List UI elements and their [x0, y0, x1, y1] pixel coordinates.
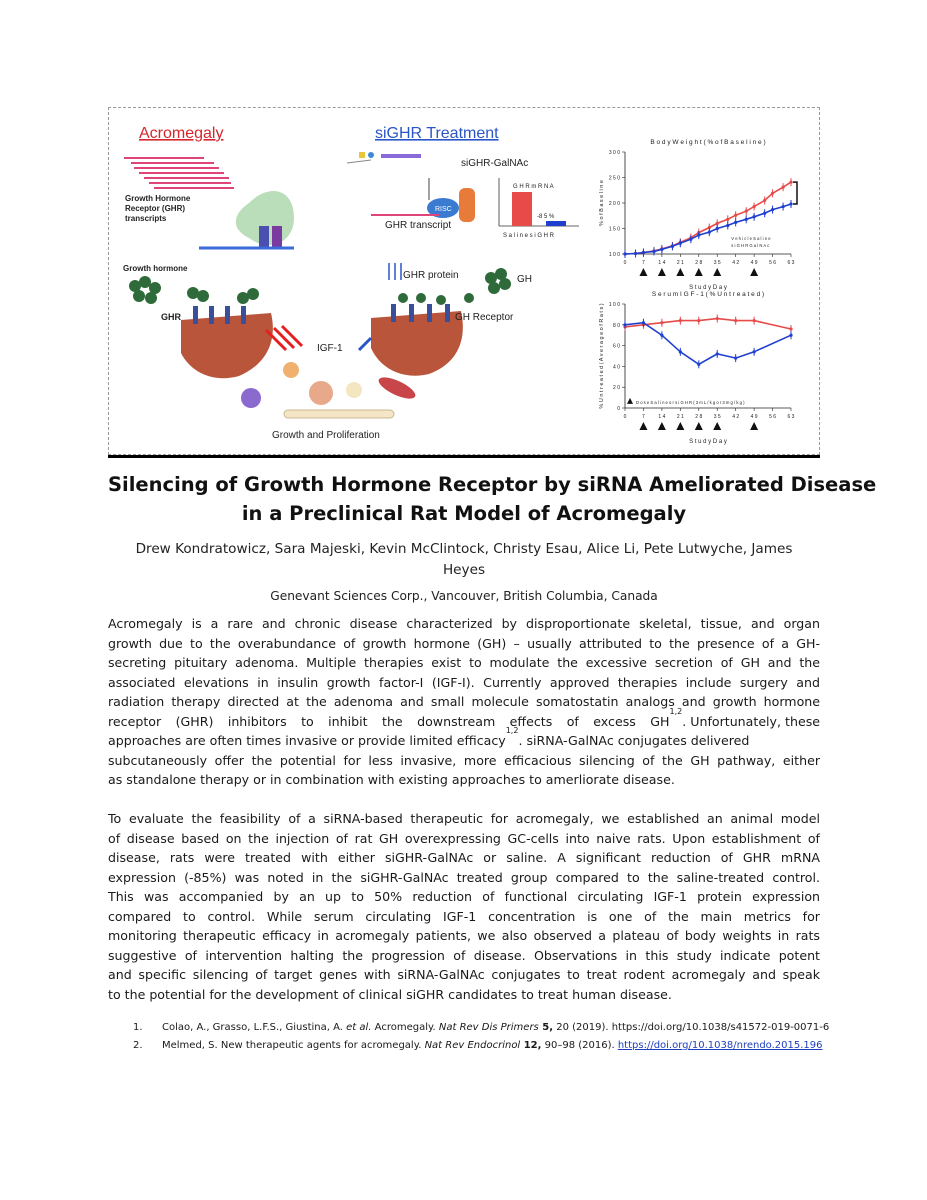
mrna-reduction-label: -8 5 %: [537, 214, 555, 220]
figure-divider: [108, 455, 820, 458]
text-line: suggestive of intervention halting the progression of disease. Observations in this study indicate potent: [108, 947, 820, 963]
data-point: [689, 238, 692, 241]
x-axis-label: S t u d y D a y: [689, 439, 727, 445]
reference-text: [162, 1019, 829, 1037]
data-point: [697, 234, 700, 237]
authors-line: Heyes: [442, 562, 486, 578]
x-tick-label: 1 4: [658, 414, 666, 420]
gh-label: GH: [517, 274, 532, 285]
cell-icon: [309, 381, 333, 405]
receptor-icon: [272, 226, 282, 248]
acromegaly-title: Acromegaly: [139, 125, 224, 142]
data-point: [789, 327, 792, 330]
data-point: [789, 334, 792, 337]
x-tick-label: 7: [642, 414, 645, 420]
significance-bracket: [793, 182, 797, 204]
affiliation: Genevant Sciences Corp., Vancouver, British Columbia, Canada: [270, 589, 658, 603]
text-line: compared to control. While serum circulating IGF-1 concentration is one of the main metrics for: [108, 908, 820, 924]
data-point: [763, 212, 766, 215]
title-line: in a Preclinical Rat Model of Acromegaly: [241, 502, 687, 525]
data-point: [642, 321, 645, 324]
data-point: [745, 210, 748, 213]
dose-marker-icon: [658, 422, 666, 430]
x-tick-label: 3 5: [713, 260, 721, 266]
transcript-strands-icon: [124, 158, 234, 188]
text-segment: receptor (GHR) inhibitors to inhibit the downstream effects of excess GH: [108, 713, 670, 729]
x-tick-label: 3 5: [713, 414, 721, 420]
dose-marker-icon: [713, 422, 721, 430]
text-line: monitoring therapeutic efficacy in acromegaly patients, we also observed a plateau of body weights in rats: [108, 928, 820, 943]
data-point: [753, 350, 756, 353]
x-tick-label: 4 2: [732, 414, 740, 420]
dose-marker-icon: [627, 398, 633, 404]
muscle-icon: [376, 373, 418, 403]
receptor-icon: [259, 226, 269, 248]
data-point: [652, 250, 655, 253]
text-line: secreting pituitary adenoma. Multiple therapies exist to modulate the excessive secretion of GH and the: [108, 655, 820, 670]
abstract-paragraph-1: [108, 614, 820, 790]
text-line: disease, rats were treated with either siGHR-GalNAc or saline. A significant reduction of GHR mRNA: [108, 850, 820, 865]
data-point: [623, 323, 626, 326]
risc-cap-icon: [459, 188, 475, 222]
text-line: [108, 726, 820, 751]
data-point: [679, 242, 682, 245]
text-segment: approaches are often times invasive or provide limited efficacy: [108, 733, 506, 748]
text-line: expression (-85%) was noted in the siGHR-GalNAc treated group compared to the saline-treated control.: [108, 869, 820, 885]
treatment-title: siGHR Treatment: [375, 125, 499, 142]
text-line: to the potential for the development of clinical siGHR candidates to treat human disease.: [108, 986, 672, 1002]
data-point: [726, 218, 729, 221]
x-tick-label: 6 3: [787, 414, 795, 420]
text-line: radiation therapy directed at the adenoma and small molecule somatostatin analogs and growth hormone: [108, 694, 820, 709]
text-segment: . Unfortunately, these: [682, 713, 820, 729]
reference-volume: 5,: [538, 1022, 554, 1033]
data-point: [679, 350, 682, 353]
reference-item: [133, 1019, 833, 1037]
data-point: [716, 227, 719, 230]
data-point: [660, 248, 663, 251]
dose-marker-icon: [639, 268, 647, 276]
data-point: [753, 319, 756, 322]
text-line: subcutaneously offer the potential for less invasive, more efficacious silencing of the GH pathway, either: [108, 752, 820, 768]
x-tick-label: 4 9: [750, 414, 758, 420]
reference-text: [162, 1037, 823, 1055]
reference-rest: 20 (2019). https://doi.org/10.1038/s41572-019-0071-6: [553, 1022, 830, 1033]
body-weight-chart: [599, 139, 797, 291]
mrna-inset: [499, 178, 579, 239]
down-arrows-icon: [389, 263, 401, 280]
data-point: [789, 202, 792, 205]
serum-igf-chart: [599, 291, 795, 445]
x-tick-label: 4 9: [750, 260, 758, 266]
data-point: [671, 245, 674, 248]
transcripts-label-2: Receptor (GHR): [125, 204, 186, 213]
y-tick-label: 2 5 0: [608, 175, 620, 182]
transcripts-label-1: Growth Hormone: [125, 194, 191, 203]
data-point: [716, 352, 719, 355]
reference-etal: et al.: [346, 1022, 372, 1033]
series-line: [625, 323, 791, 365]
data-point: [763, 199, 766, 202]
data-point: [745, 218, 748, 221]
data-point: [771, 208, 774, 211]
growth-proliferation-label: Growth and Proliferation: [272, 430, 380, 441]
data-point: [679, 319, 682, 322]
reference-authors: Melmed, S. New therapeutic agents for acromegaly.: [162, 1040, 425, 1051]
reference-journal: Nat Rev Endocrinol: [424, 1040, 521, 1051]
text-line: growth due to the overabundance of growth hormone (GH) – usually attributed to the presence of a GH-: [108, 635, 820, 651]
data-point: [781, 186, 784, 189]
protein-label: GHR protein: [403, 270, 459, 281]
reference-journal: Nat Rev Dis Primers: [438, 1022, 539, 1033]
x-tick-label: 2 1: [676, 260, 684, 266]
cell-icon: [241, 388, 261, 408]
text-line: as standalone therapy or in combination with existing approaches to amerliorate disease.: [108, 772, 675, 787]
dose-marker-icon: [750, 422, 758, 430]
text-line: of disease based on the injection of rat GH overexpressing GC-cells into naive rats. Upon establishment of: [108, 830, 820, 846]
dose-marker-icon: [676, 422, 684, 430]
y-tick-label: 2 0 0: [608, 201, 620, 207]
author-list: [108, 539, 820, 581]
reference-rest: 90–98 (2016).: [541, 1040, 618, 1051]
y-tick-label: 2 0: [613, 385, 620, 392]
x-tick-label: 2 8: [695, 414, 703, 420]
x-tick-label: 6 3: [787, 260, 795, 266]
figure-graphic: [109, 108, 821, 456]
reference-item: [133, 1037, 833, 1055]
citation-superscript: 1,2: [669, 706, 683, 716]
data-point: [726, 224, 729, 227]
citation-superscript: 1,2: [505, 726, 519, 735]
growth-hormone-label: Growth hormone: [123, 264, 188, 273]
data-point: [716, 317, 719, 320]
x-tick-label: 5 6: [769, 414, 777, 420]
reference-link[interactable]: https://doi.org/10.1038/nrendo.2015.196: [617, 1040, 823, 1051]
fat-cell-icon: [346, 382, 362, 398]
data-point: [634, 252, 637, 255]
dose-marker-icon: [676, 268, 684, 276]
y-tick-label: 3 0 0: [608, 150, 620, 156]
reference-number: 1.: [133, 1022, 143, 1033]
x-tick-label: 0: [623, 260, 627, 266]
paper-title: [108, 470, 877, 528]
data-point: [660, 321, 663, 324]
reference-list: [133, 1019, 833, 1055]
risc-label: RISC: [435, 206, 452, 213]
text-line: This was accompanied by an up to 50% reduction of functional circulating IGF-1 protein expression: [108, 889, 820, 904]
data-point: [781, 205, 784, 208]
data-point: [753, 215, 756, 218]
title-line: Silencing of Growth Hormone Receptor by siRNA Ameliorated Disease: [108, 473, 877, 496]
data-point: [660, 334, 663, 337]
bone-icon: [284, 410, 394, 418]
data-point: [771, 192, 774, 195]
text-segment: . siRNA-GalNAc conjugates delivered: [518, 733, 750, 748]
ghr-label: GHR: [161, 312, 181, 322]
data-point: [642, 251, 645, 254]
reference-number: 2.: [133, 1040, 143, 1051]
data-point: [623, 252, 626, 255]
sighr-bar: [546, 221, 566, 226]
text-line: Acromegaly is a rare and chronic disease characterized by disproportionate skeletal, tissue, and organ: [108, 616, 820, 631]
abstract-paragraph-2: [108, 809, 820, 1004]
x-axis-label: S t u d y D a y: [689, 285, 727, 291]
galnac-conjugate-icon: [347, 152, 421, 163]
dose-marker-icon: [695, 268, 703, 276]
legend-label: s i G H R G a l N A c: [731, 243, 770, 248]
saline-bar: [512, 192, 532, 226]
data-point: [734, 221, 737, 224]
x-tick-label: 5 6: [769, 260, 777, 266]
y-tick-label: 4 0: [613, 364, 620, 371]
igf-label: IGF-1: [317, 343, 343, 354]
y-tick-label: 1 0 0: [608, 302, 620, 308]
text-line: [108, 706, 820, 732]
y-axis-label: % o f B a s e l i n e: [599, 180, 605, 226]
x-tick-label: 7: [642, 260, 645, 266]
data-point: [753, 205, 756, 208]
dose-marker-icon: [713, 268, 721, 276]
dose-marker-icon: [695, 422, 703, 430]
dose-marker-icon: [639, 422, 647, 430]
y-tick-label: 1 0 0: [608, 252, 620, 258]
legend-label: V e h i c l e S a l i n e: [731, 236, 771, 241]
y-tick-label: 0: [617, 406, 620, 412]
x-tick-label: 2 8: [695, 260, 703, 266]
x-tick-label: 1 4: [658, 260, 666, 266]
growth-hormone-clusters-icon: [129, 276, 259, 304]
data-point: [697, 319, 700, 322]
reference-volume: 12,: [520, 1040, 542, 1051]
data-point: [708, 230, 711, 233]
transcript-label: GHR transcript: [385, 220, 452, 231]
chart-title: B o d y W e i g h t ( % o f B a s e l i n e ): [650, 139, 766, 146]
inhibition-icon: [359, 338, 371, 350]
reference-title: Acromegaly.: [371, 1022, 439, 1033]
authors-line: Drew Kondratowicz, Sara Majeski, Kevin McClintock, Christy Esau, Alice Li, Pete Lutwyche, James: [135, 541, 793, 557]
y-tick-label: 8 0: [613, 322, 620, 329]
y-axis-label: % U n t r e a t e d ( A v e r a g e o f R a t s ): [599, 303, 605, 409]
dose-annotation: D o s e S a l i n e o r s i G H R ( 3 m L / k g o r 3 m g / k g ): [636, 399, 745, 405]
x-tick-label: 4 2: [732, 260, 740, 266]
chart-title: S e r u m I G F - 1 ( % U n t r e a t e d ): [651, 291, 765, 298]
data-point: [697, 363, 700, 366]
dose-marker-icon: [750, 268, 758, 276]
data-point: [734, 319, 737, 322]
data-point: [789, 180, 792, 183]
text-line: To evaluate the feasibility of a siRNA-based therapeutic for acromegaly, we established an animal model: [108, 811, 820, 826]
mrna-categories: S a l i n e s i G H R: [503, 233, 555, 239]
reference-authors: Colao, A., Grasso, L.F.S., Giustina, A.: [162, 1022, 347, 1033]
receptor-label: GH Receptor: [455, 312, 514, 323]
text-line: and specific silencing of target genes with siRNA-GalNAc conjugates to treat rodent acromegaly and speak: [108, 967, 820, 982]
conjugate-label: siGHR-GalNAc: [461, 158, 529, 169]
data-point: [734, 356, 737, 359]
x-tick-label: 0: [623, 414, 627, 420]
y-tick-label: 1 5 0: [608, 226, 620, 233]
transcripts-label-3: transcripts: [125, 214, 167, 223]
x-tick-label: 2 1: [676, 414, 684, 420]
data-point: [734, 214, 737, 217]
graphical-abstract-figure: [108, 107, 820, 455]
cell-cluster-icon: [283, 362, 299, 378]
dose-marker-icon: [658, 268, 666, 276]
mrna-inset-title: G H R m R N A: [513, 184, 554, 190]
text-line: associated elevations in insulin growth factor-I (IGF-I). Currently approved therapies include surgery and: [108, 674, 820, 690]
y-tick-label: 6 0: [613, 343, 620, 350]
